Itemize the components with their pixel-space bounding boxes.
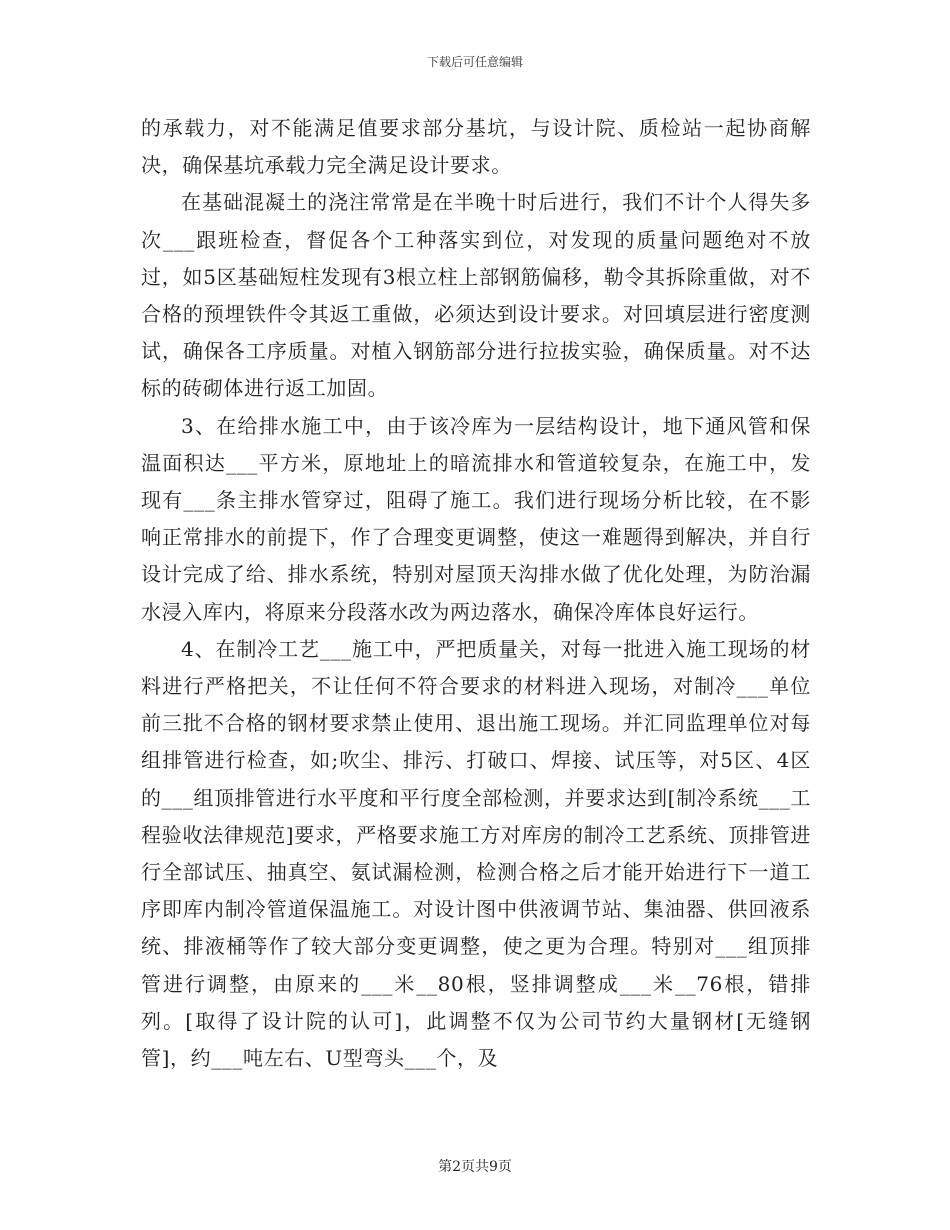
page-header: 下载后可任意编辑 xyxy=(426,55,523,69)
paragraph-refrigeration: 4、在制冷工艺___施工中，严把质量关，对每一批进入施工现场的材料进行严格把关，不让任何不符合要求的材料进入现场，对制冷___单位前三批不合格的钢材要求禁止使用、退出施工现场。并汇同监理单位对每组排管进行检查，如;吹尘、排污、打破口、焊接、试压等，对5区、4区的___组顶排管进行水平度和平行度全部检测，并要求达到[制冷系统___工程验收法律规范]要求，严格要求施工方对库房的制冷工艺系统、顶排管进行全部试压、抽真空、氨试漏检测，检测合格之后才能开始进行下一道工序即库内制冷管道保温施工。对设计图中供液调节站、集油器、供回液系统、排液桶等作了较大部分变更调整，使之更为合理。特别对___组顶排管进行调整，由原来的___米__80根，竖排调整成___米__76根，错排列。[取得了设计院的认可]，此调整不仅为公司节约大量钢材[无缝钢管]，约___吨左右、U型弯头___个，及 xyxy=(141,636,811,1071)
page-number: 第2页共9页 xyxy=(438,1159,512,1175)
paragraph-drainage: 3、在给排水施工中，由于该冷库为一层结构设计，地下通风管和保温面积达___平方米，原地址上的暗流排水和管道较复杂，在施工中，发现有___条主排水管穿过，阻碍了施工。我们进行现场分析比较，在不影响正常排水的前提下，作了合理变更调整，使这一难题得到解决，并自行设计完成了给、排水系统，特别对屋顶天沟排水做了优化处理，为防治漏水浸入库内，将原来分段落水改为两边落水，确保冷库体良好运行。 xyxy=(141,413,811,624)
paragraph-foundation-concrete: 在基础混凝土的浇注常常是在半晚十时后进行，我们不计个人得失多次___跟班检查，督促各个工种落实到位，对发现的质量问题绝对不放过，如5区基础短柱发现有3根立柱上部钢筋偏移，勒令其拆除重做，对不合格的预埋铁件令其返工重做，必须达到设计要求。对回填层进行密度测试，确保各工序质量。对植入钢筋部分进行拉拔实验，确保质量。对不达标的砖砌体进行返工加固。 xyxy=(141,190,811,401)
document-body xyxy=(141,110,811,1077)
paragraph-continuation: 的承载力，对不能满足值要求部分基坑，与设计院、质检站一起协商解决，确保基坑承载力完全满足设计要求。 xyxy=(141,116,811,178)
